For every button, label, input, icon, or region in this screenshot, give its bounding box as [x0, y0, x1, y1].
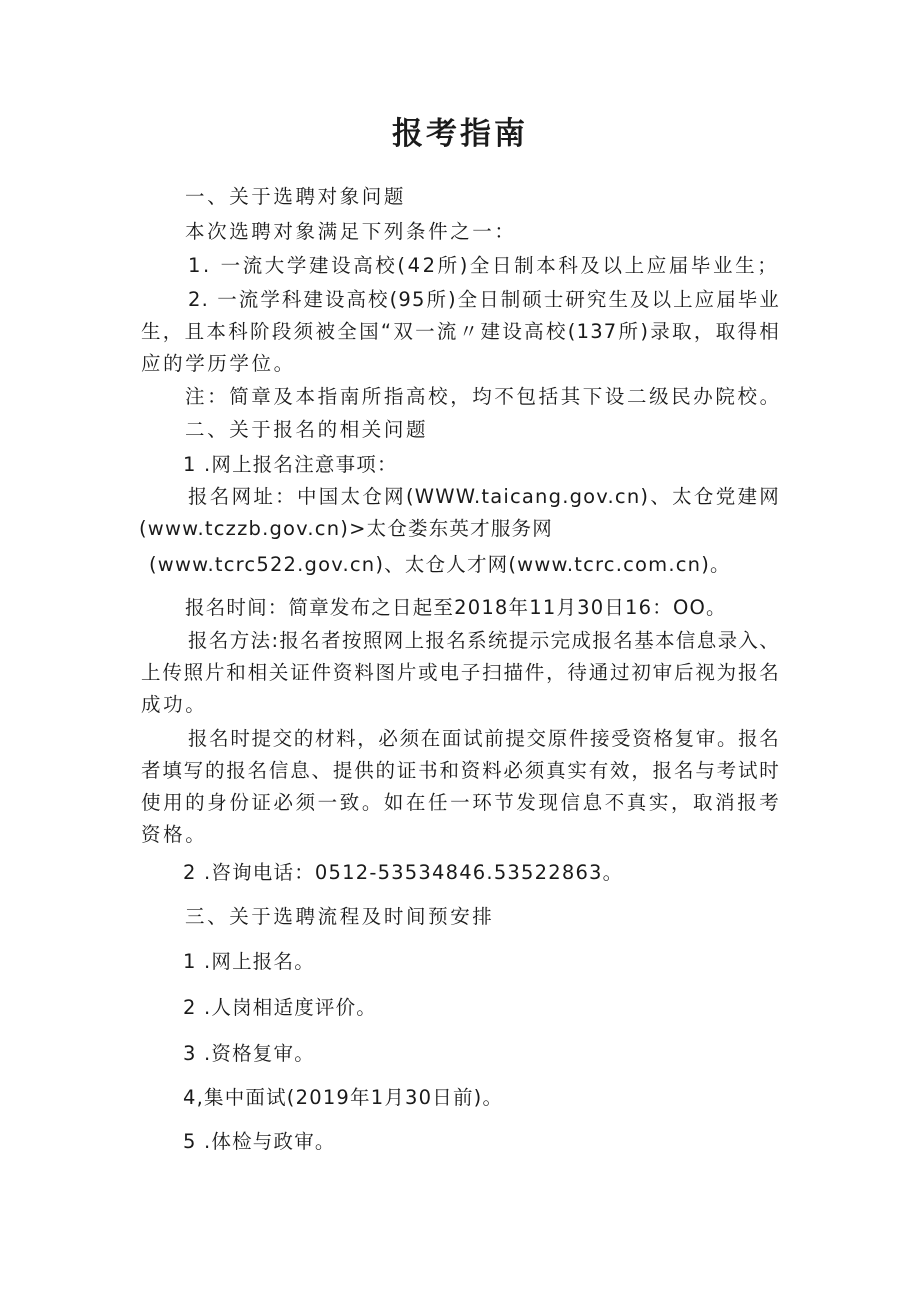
- signup-site-line1: 报名网址：中国太仓网(WWW.taicang.gov.cn)、太仓党建网: [188, 485, 780, 508]
- signup-time: 报名时间：简章发布之日起至2018年11月30日16：OO。: [185, 596, 727, 619]
- section1-heading: 一、关于选聘对象问题: [185, 185, 407, 208]
- page-title: 报考指南: [392, 116, 528, 152]
- section1-item2-line1: 2. 一流学科建设高校(95所)全日制硕士研究生及以上应届毕业: [188, 288, 780, 311]
- signup-site-line3: (www.tcrc522.gov.cn)、太仓人才网(www.tcrc.com.cn)。: [149, 553, 731, 576]
- section1-item1: 1. 一流大学建设高校(42所)全日制本科及以上应届毕业生；: [188, 254, 780, 277]
- process-step: 1 .网上报名。: [183, 950, 315, 973]
- section1-item2-line2: 生，且本科阶段须被全国“双一流〃建设高校(137所)录取，取得相: [141, 320, 780, 343]
- section2-sub2: 2 .咨询电话：0512-53534846.53522863。: [183, 861, 624, 884]
- signup-site-line2: (www.tczzb.gov.cn)>太仓娄东英才服务网: [139, 517, 553, 540]
- section1-item2-line3: 应的学历学位。: [141, 352, 296, 375]
- section1-note: 注：简章及本指南所指高校，均不包括其下设二级民办院校。: [185, 385, 782, 408]
- process-step: 2 .人岗相适度评价。: [183, 996, 378, 1019]
- section2-sub1: 1 .网上报名注意事项：: [183, 453, 398, 476]
- section3-heading: 三、关于选聘流程及时间预安排: [185, 905, 495, 928]
- materials-line2: 者填写的报名信息、提供的证书和资料必须真实有效，报名与考试时: [141, 759, 780, 782]
- section2-heading: 二、关于报名的相关问题: [185, 418, 429, 441]
- section1-intro: 本次选聘对象满足下列条件之一：: [185, 220, 517, 243]
- signup-method-line1: 报名方法:报名者按照网上报名系统提示完成报名基本信息录入、: [188, 629, 780, 652]
- signup-method-line2: 上传照片和相关证件资料图片或电子扫描件，待通过初审后视为报名: [141, 661, 780, 684]
- signup-method-line3: 成功。: [141, 693, 208, 716]
- materials-line1: 报名时提交的材料，必须在面试前提交原件接受资格复审。报名: [188, 727, 780, 750]
- materials-line3: 使用的身份证必须一致。如在任一环节发现信息不真实，取消报考: [141, 791, 780, 814]
- process-step: 4,集中面试(2019年1月30日前)。: [183, 1086, 504, 1109]
- process-step: 5 .体检与政审。: [183, 1130, 336, 1153]
- materials-line4: 资格。: [141, 823, 208, 846]
- process-step: 3 .资格复审。: [183, 1042, 315, 1065]
